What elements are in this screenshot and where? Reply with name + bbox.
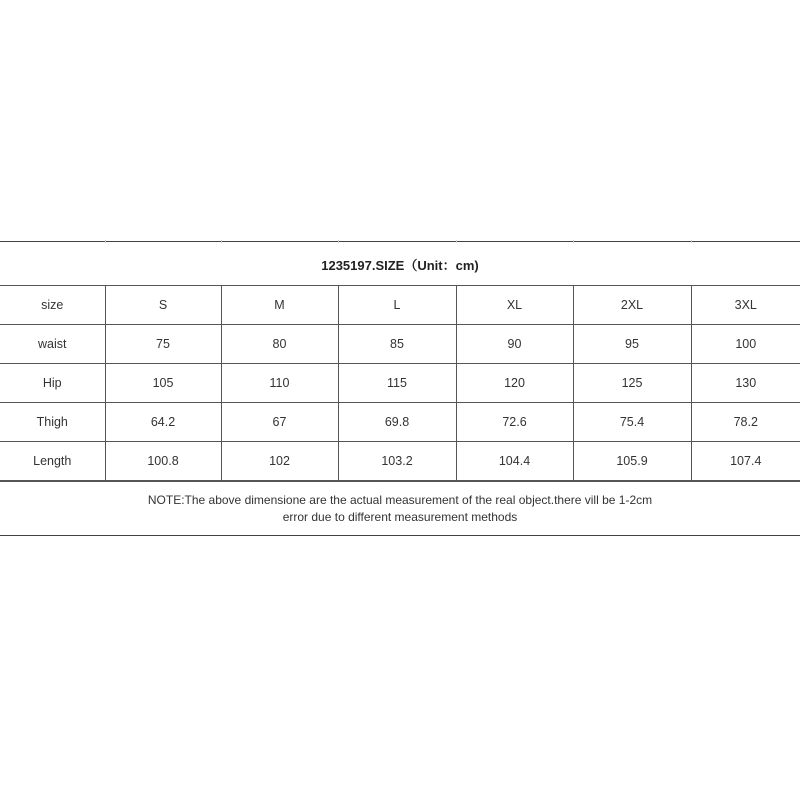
size-table	[0, 286, 800, 481]
note-line-2: error due to different measurement methods	[282, 509, 518, 524]
table-cell: 72.6	[456, 403, 573, 442]
table-row	[0, 442, 800, 481]
table-cell: 125	[573, 364, 691, 403]
table-cell: 130	[691, 364, 800, 403]
table-cell: 100.8	[105, 442, 221, 481]
table-cell: 78.2	[691, 403, 800, 442]
table-cell: 102	[221, 442, 338, 481]
table-row	[0, 325, 800, 364]
header-cell: 3XL	[691, 286, 800, 325]
table-cell: 90	[456, 325, 573, 364]
column-tick	[691, 240, 692, 243]
row-label-cell: waist	[0, 325, 105, 364]
chart-title: 1235197.SIZE（Unit：cm)	[0, 242, 800, 286]
column-tick	[221, 240, 222, 243]
header-cell: S	[105, 286, 221, 325]
column-tick	[573, 240, 574, 243]
table-cell: 75.4	[573, 403, 691, 442]
table-cell: 95	[573, 325, 691, 364]
column-tick	[456, 240, 457, 243]
table-row	[0, 364, 800, 403]
table-cell: 69.8	[338, 403, 456, 442]
table-cell: 103.2	[338, 442, 456, 481]
header-cell: size	[0, 286, 105, 325]
header-cell: L	[338, 286, 456, 325]
table-cell: 110	[221, 364, 338, 403]
header-cell: XL	[456, 286, 573, 325]
column-tick	[105, 240, 106, 243]
table-cell: 120	[456, 364, 573, 403]
table-cell: 115	[338, 364, 456, 403]
note-text	[120, 492, 680, 526]
note-line-1: NOTE:The above dimensione are the actual measurement of the real object.there vill be 1-2cm	[147, 492, 653, 507]
table-cell: 80	[221, 325, 338, 364]
table-cell: 100	[691, 325, 800, 364]
table-cell: 105	[105, 364, 221, 403]
table-cell: 75	[105, 325, 221, 364]
table-cell: 105.9	[573, 442, 691, 481]
row-label-cell: Thigh	[0, 403, 105, 442]
table-cell: 104.4	[456, 442, 573, 481]
column-guide-ticks	[0, 240, 800, 243]
column-tick	[338, 240, 339, 243]
table-cell: 107.4	[691, 442, 800, 481]
table-row	[0, 403, 800, 442]
note	[0, 481, 800, 535]
table-header-row	[0, 286, 800, 325]
row-label-cell: Length	[0, 442, 105, 481]
size-chart	[0, 241, 800, 536]
table-cell: 67	[221, 403, 338, 442]
header-cell: 2XL	[573, 286, 691, 325]
header-cell: M	[221, 286, 338, 325]
row-label-cell: Hip	[0, 364, 105, 403]
table-cell: 64.2	[105, 403, 221, 442]
table-cell: 85	[338, 325, 456, 364]
